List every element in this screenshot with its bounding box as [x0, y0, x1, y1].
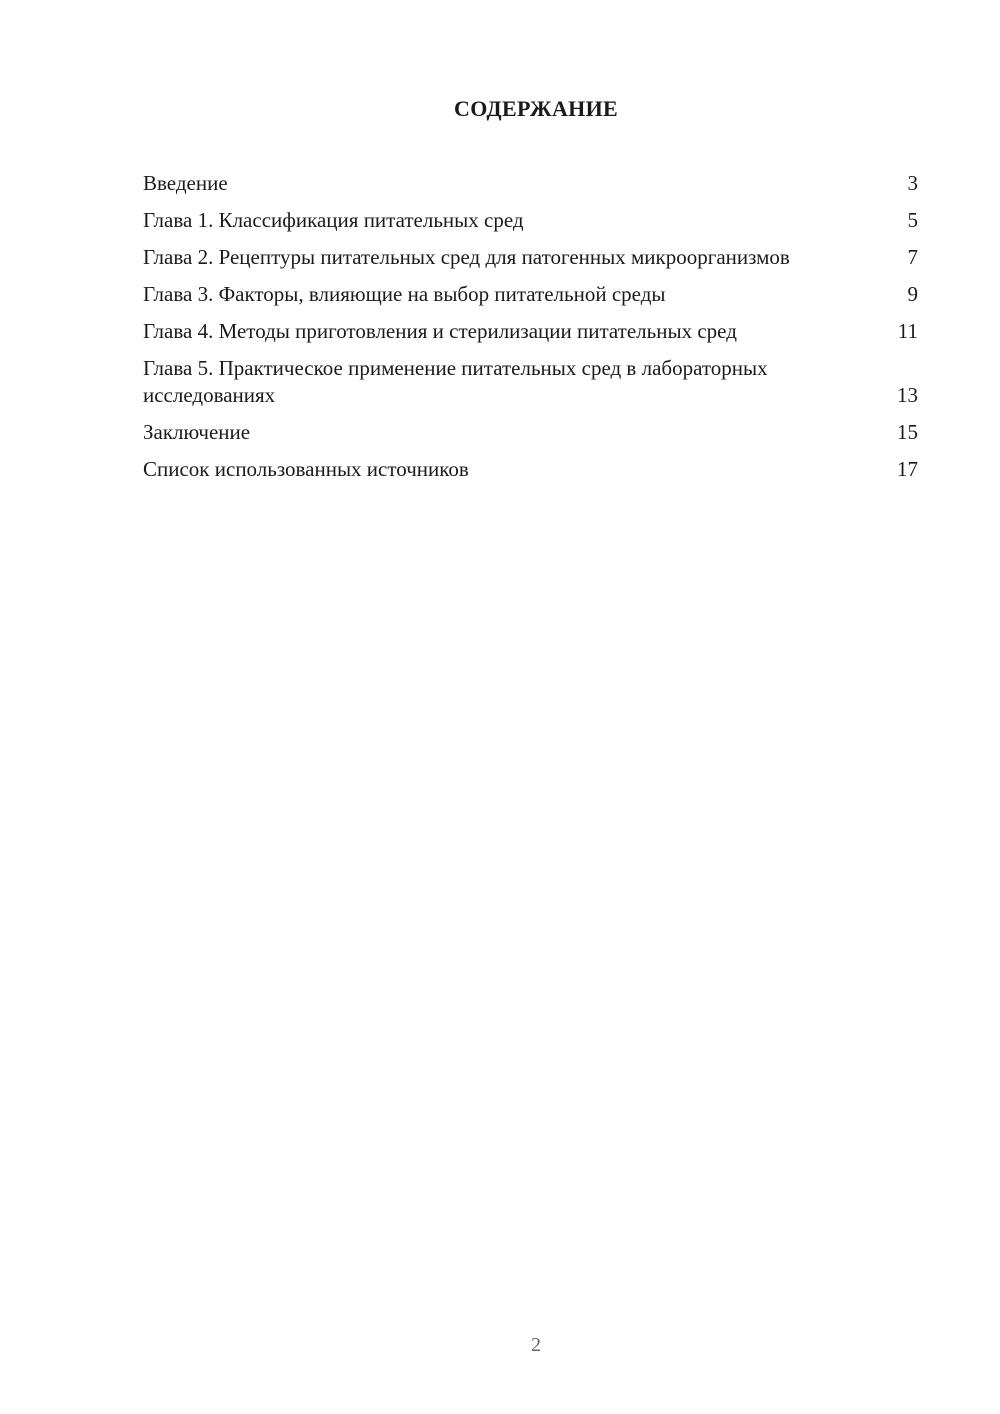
page-number: 2	[531, 1334, 541, 1356]
toc-entry-label: Введение	[143, 171, 228, 195]
toc-entry-label: Глава 4. Методы приготовления и стерилизации питательных сред	[143, 319, 737, 343]
toc-entry-label: Заключение	[143, 420, 251, 444]
toc-entry-label: Глава 5. Практическое применение питательных сред в лабораторных исследованиях	[143, 356, 768, 407]
toc-entry-page: 3	[907, 171, 918, 195]
toc-entry-page: 11	[897, 319, 918, 343]
toc-entry-page: 9	[907, 282, 918, 306]
toc-entry	[143, 170, 918, 197]
toc-entry-page: 13	[897, 383, 918, 407]
toc-entry	[143, 456, 918, 483]
toc-entry-label: Глава 1. Классификация питательных сред	[143, 208, 524, 232]
toc-entry-page: 15	[897, 420, 918, 444]
toc-entry	[143, 318, 918, 345]
toc-entry-page: 17	[897, 457, 918, 481]
toc-entry	[143, 419, 918, 446]
toc-entry	[143, 355, 918, 409]
toc-title: СОДЕРЖАНИЕ	[454, 96, 618, 121]
toc-entry	[143, 207, 918, 234]
toc-entry-page: 7	[907, 245, 918, 269]
toc-entry-label: Список использованных источников	[143, 457, 469, 481]
toc-entry	[143, 244, 918, 271]
toc-entry-page: 5	[907, 208, 918, 232]
toc-entry	[143, 281, 918, 308]
toc-entry-label: Глава 3. Факторы, влияющие на выбор питательной среды	[143, 282, 666, 306]
table-of-contents	[143, 170, 918, 493]
toc-entry-label: Глава 2. Рецептуры питательных сред для патогенных микроорганизмов	[143, 245, 790, 269]
